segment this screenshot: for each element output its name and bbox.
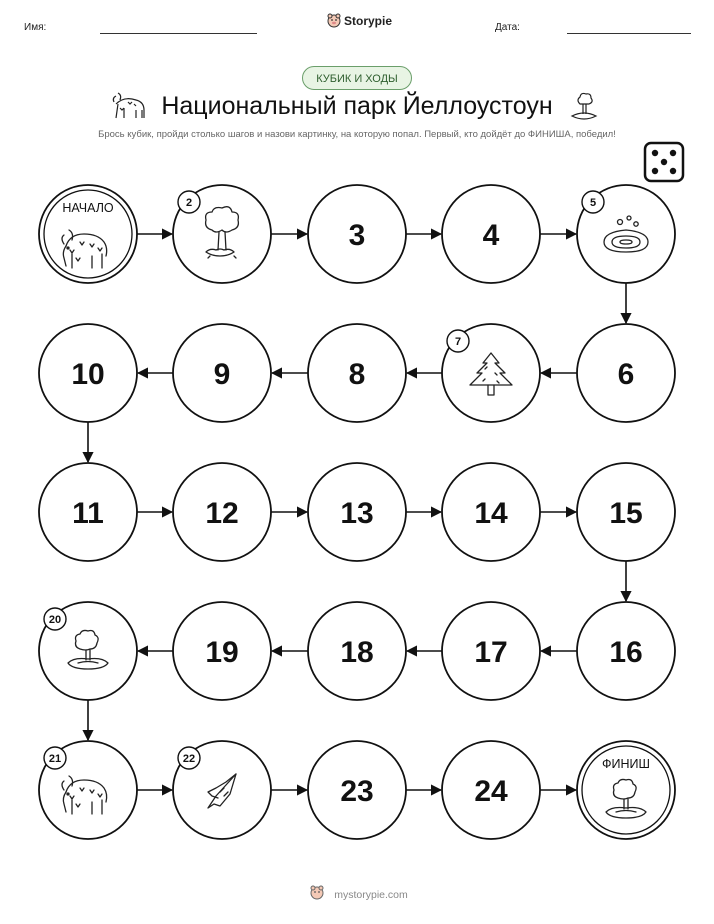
cell-number: 11 bbox=[72, 497, 104, 530]
cell-number: 7 bbox=[454, 336, 462, 348]
board-cell-1 bbox=[39, 185, 137, 283]
cell-number: 17 bbox=[474, 636, 508, 669]
board-cell-20 bbox=[39, 602, 137, 700]
board-cell-12 bbox=[173, 463, 271, 561]
board-cell-19 bbox=[173, 602, 271, 700]
board-cell-21 bbox=[39, 741, 137, 839]
finish-label: ФИНИШ bbox=[602, 757, 650, 771]
cell-number: 19 bbox=[205, 636, 239, 669]
board-cell-23 bbox=[308, 741, 406, 839]
cell-number: 4 bbox=[482, 219, 500, 252]
cell-number: 12 bbox=[205, 497, 239, 530]
board-cell-17 bbox=[442, 602, 540, 700]
board-cell-11 bbox=[39, 463, 137, 561]
board-cell-5 bbox=[577, 185, 675, 283]
board-cell-7 bbox=[442, 324, 540, 422]
cell-number: 21 bbox=[48, 753, 62, 765]
cell-number: 13 bbox=[340, 497, 374, 530]
cell-number: 8 bbox=[348, 358, 366, 391]
date-label: Дата: bbox=[495, 22, 520, 33]
board-cell-2 bbox=[173, 185, 271, 283]
page-title: Национальный парк Йеллоустоун bbox=[161, 92, 553, 120]
board-cell-16 bbox=[577, 602, 675, 700]
activity-tag: КУБИК И ХОДЫ bbox=[302, 66, 412, 90]
cell-number: 10 bbox=[71, 358, 105, 391]
board-cell-22 bbox=[173, 741, 271, 839]
cell-number: 23 bbox=[340, 775, 374, 808]
instructions-text: Брось кубик, пройди столько шагов и назови картинку, на которую попал. Первый, кто дойдёт до ФИНИША, победил! bbox=[98, 129, 616, 140]
cell-number: 6 bbox=[617, 358, 635, 391]
name-label: Имя: bbox=[24, 22, 47, 33]
board-cell-8 bbox=[308, 324, 406, 422]
footer-url: mystorypie.com bbox=[334, 889, 408, 901]
brand-name: Storypie bbox=[344, 14, 393, 28]
cell-number: 3 bbox=[348, 219, 366, 252]
board-cell-15 bbox=[577, 463, 675, 561]
board-cell-3 bbox=[308, 185, 406, 283]
board-cell-18 bbox=[308, 602, 406, 700]
cell-number: 15 bbox=[609, 497, 643, 530]
board-cell-14 bbox=[442, 463, 540, 561]
cell-number: 24 bbox=[474, 775, 508, 808]
board-cell-25 bbox=[577, 741, 675, 839]
board-cell-24 bbox=[442, 741, 540, 839]
start-label: НАЧАЛО bbox=[62, 201, 114, 215]
cell-number: 16 bbox=[609, 636, 643, 669]
cell-number: 14 bbox=[474, 497, 508, 530]
cell-number: 5 bbox=[589, 197, 597, 209]
cell-number: 20 bbox=[48, 614, 62, 626]
board-cell-10 bbox=[39, 324, 137, 422]
board-cell-4 bbox=[442, 185, 540, 283]
board-cell-13 bbox=[308, 463, 406, 561]
cell-number: 9 bbox=[213, 358, 231, 391]
cell-number: 2 bbox=[185, 197, 193, 209]
board-cell-6 bbox=[577, 324, 675, 422]
cell-number: 18 bbox=[340, 636, 374, 669]
cell-number: 22 bbox=[182, 753, 196, 765]
board-cell-9 bbox=[173, 324, 271, 422]
